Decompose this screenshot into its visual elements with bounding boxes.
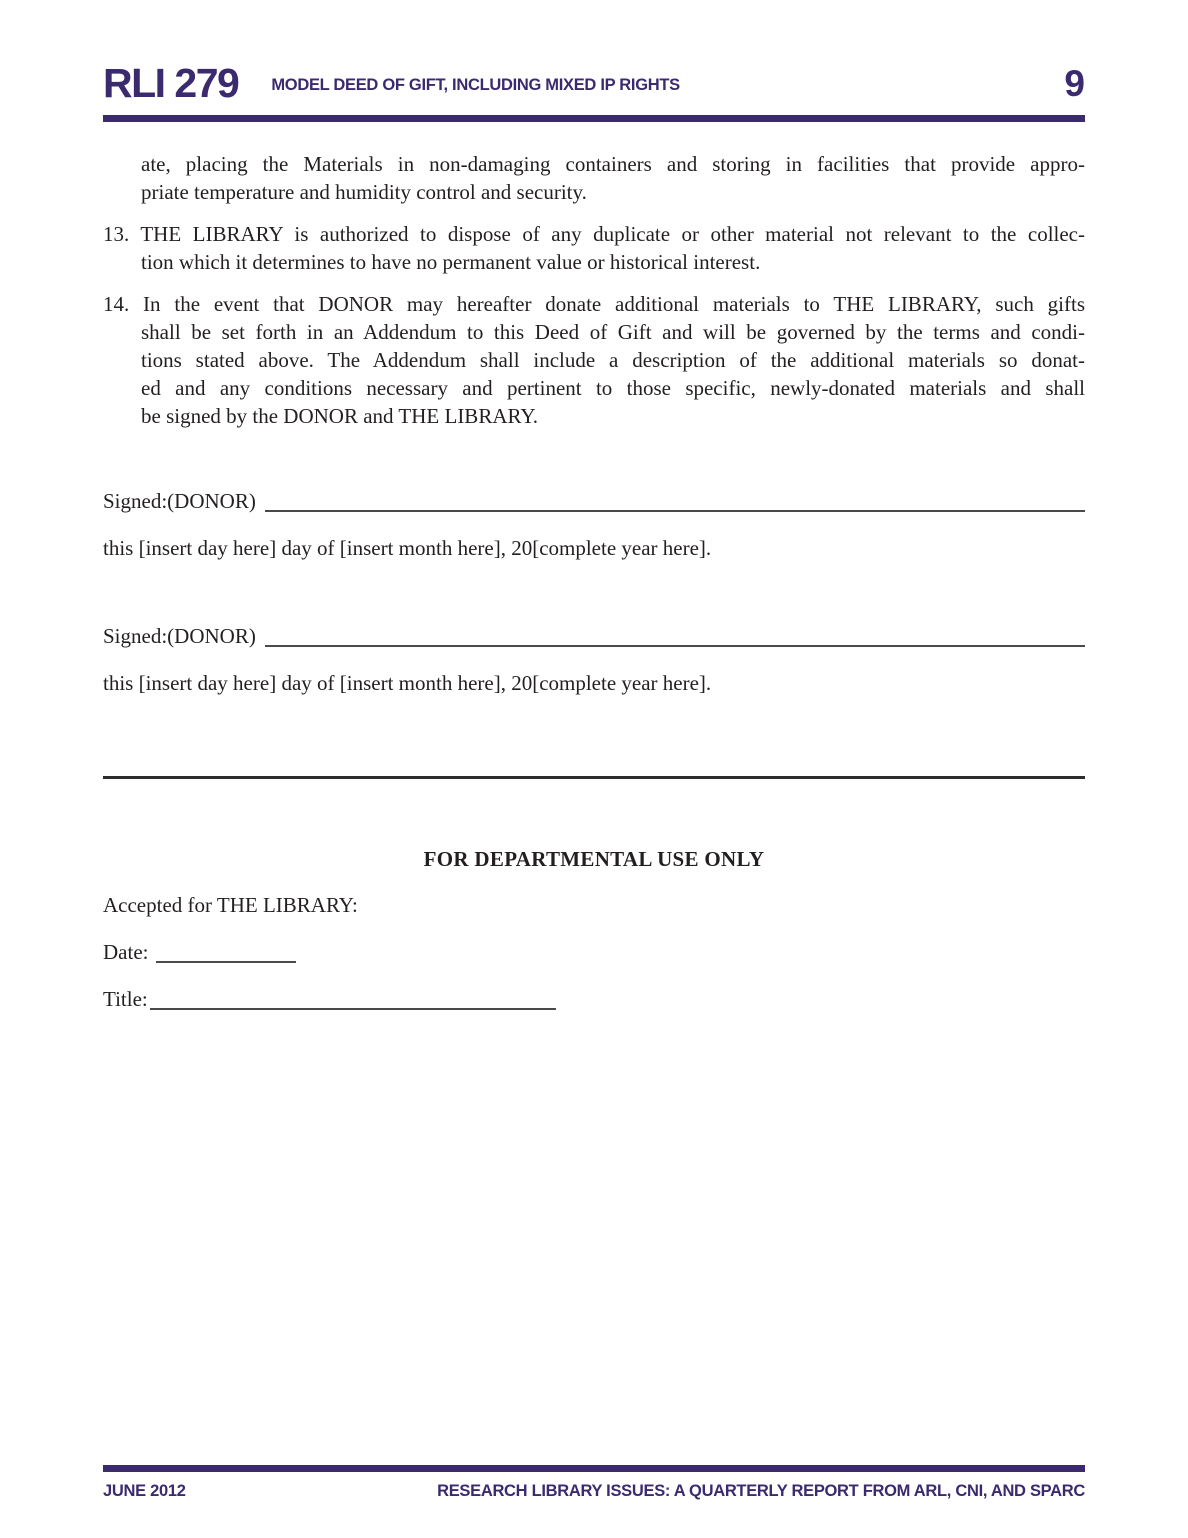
paragraph-line: ate, placing the Materials in non-damaging containers and storing in facilities that provide appro- — [141, 152, 1085, 176]
header-rule — [103, 115, 1085, 122]
date-label: Date: — [103, 940, 149, 964]
body-paragraph — [103, 290, 1085, 430]
journal-brand: RLI 279 — [103, 59, 239, 106]
paragraph-line: priate temperature and humidity control and security. — [141, 180, 587, 204]
paragraph-line: tions stated above. The Addendum shall include a description of the additional materials so donat- — [141, 348, 1085, 372]
title-blank-line — [150, 985, 556, 1010]
date-blank-line — [156, 938, 296, 963]
paragraph-line: be signed by the DONOR and THE LIBRARY. — [141, 404, 539, 428]
accepted-label: Accepted for THE LIBRARY: — [103, 893, 358, 917]
signature-blank-line — [265, 487, 1085, 512]
paragraph-line: shall be set forth in an Addendum to this Deed of Gift and will be governed by the terms and condi- — [141, 320, 1085, 344]
title-row — [103, 985, 1085, 1013]
footer-rule — [103, 1465, 1085, 1472]
signature-row — [103, 487, 1085, 515]
title-label: Title: — [103, 987, 148, 1011]
paragraph-line: 14. In the event that DONOR may hereafter donate additional materials to THE LIBRARY, such gifts — [103, 292, 1085, 316]
signature-row — [103, 622, 1085, 650]
article-title: MODEL DEED OF GIFT, INCLUDING MIXED IP RIGHTS — [271, 75, 680, 94]
section-divider-rule — [103, 776, 1085, 779]
signature-blank-line — [265, 622, 1085, 647]
signature-block-donor-1 — [103, 487, 1085, 562]
date-row — [103, 938, 1085, 966]
paragraph-line: ed and any conditions necessary and pertinent to those specific, newly-donated materials and shall — [141, 376, 1085, 400]
page-header — [103, 60, 1085, 106]
signature-block-donor-2 — [103, 622, 1085, 697]
signature-date-line: this [insert day here] day of [insert month here], 20[complete year here]. — [103, 671, 712, 695]
departmental-use-section — [103, 845, 1085, 1013]
body-paragraph — [103, 150, 1085, 206]
signed-label: Signed:(DONOR) — [103, 624, 256, 648]
paragraph-line: tion which it determines to have no permanent value or historical interest. — [141, 250, 761, 274]
departmental-heading: FOR DEPARTMENTAL USE ONLY — [423, 847, 765, 871]
page-number: 9 — [1064, 62, 1085, 104]
body-paragraph — [103, 220, 1085, 276]
body-paragraphs — [103, 150, 1085, 444]
footer-issue-date: JUNE 2012 — [103, 1482, 186, 1500]
signed-label: Signed:(DONOR) — [103, 489, 256, 513]
footer-publication: RESEARCH LIBRARY ISSUES: A QUARTERLY REPORT FROM ARL, CNI, AND SPARC — [437, 1482, 1085, 1500]
footer-row — [103, 1482, 1085, 1501]
paragraph-line: 13. THE LIBRARY is authorized to dispose of any duplicate or other material not relevant to the collec- — [103, 222, 1085, 246]
signature-date-line: this [insert day here] day of [insert month here], 20[complete year here]. — [103, 536, 712, 560]
